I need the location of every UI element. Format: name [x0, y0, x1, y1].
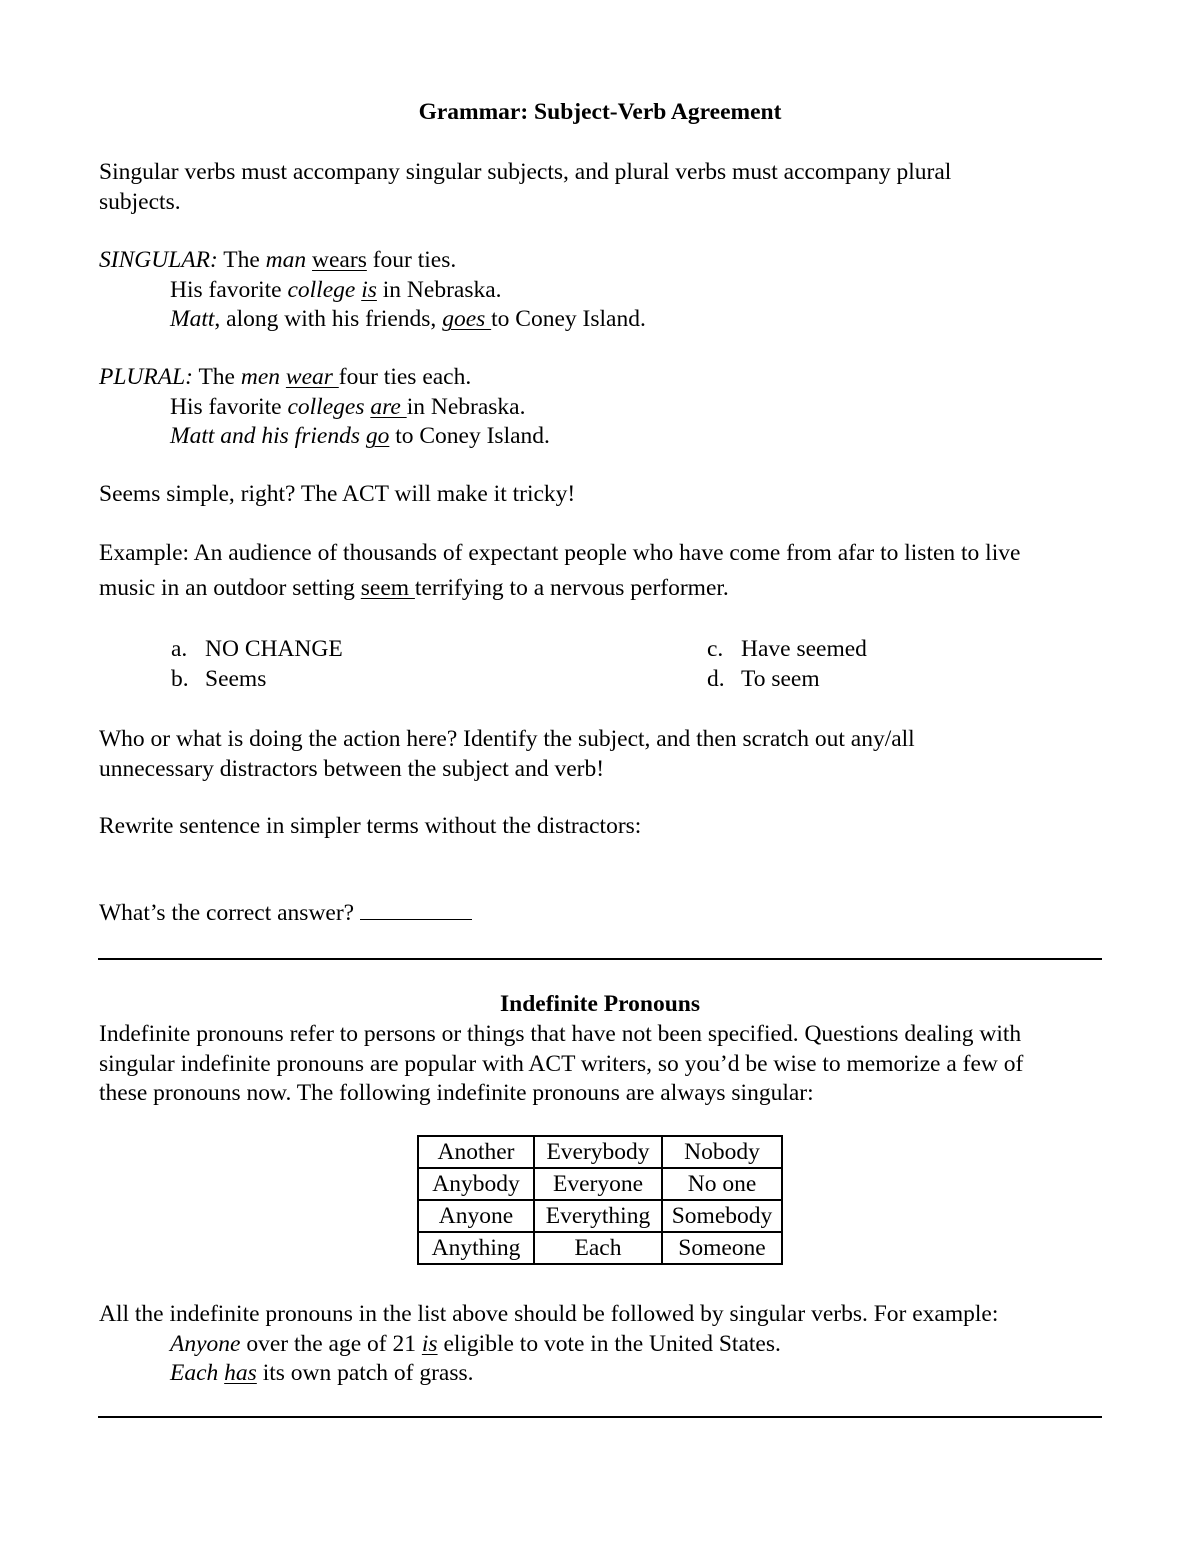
intro-line: Singular verbs must accompany singular subjects, and plural verbs must accompany plural: [99, 159, 952, 185]
verb-word: seem: [360, 574, 415, 601]
followup-paragraph: [99, 1300, 1103, 1389]
answer-letter: b.: [171, 666, 189, 692]
table-row: [418, 1200, 782, 1232]
subject-word: men: [240, 364, 281, 390]
text-span: eligible to vote in the United States.: [437, 1330, 781, 1357]
indefinite-paragraph: [99, 1020, 1103, 1109]
text-span: His favorite: [170, 276, 288, 303]
table-cell: Anyone: [418, 1200, 534, 1232]
table-cell: Everyone: [534, 1168, 662, 1200]
answer-text: To seem: [741, 666, 820, 692]
plural-label: PLURAL:: [99, 364, 193, 390]
followup-line: All the indefinite pronouns in the list above should be followed by singular verbs. For example:: [99, 1301, 999, 1327]
example-line: Example: An audience of thousands of expectant people who have come from afar to listen to live: [99, 540, 1021, 566]
text-span: its own patch of grass.: [256, 1360, 474, 1386]
table-cell: Anybody: [418, 1168, 534, 1200]
verb-word: go: [365, 423, 390, 449]
indefinite-line: Indefinite pronouns refer to persons or things that have not been specified. Questions dealing with: [99, 1021, 1022, 1047]
table-row: [418, 1136, 782, 1168]
who-paragraph: [99, 725, 1103, 784]
text-span: to Coney Island.: [389, 423, 550, 449]
text-span: to Coney Island.: [491, 306, 646, 332]
plural-example-2: [99, 393, 1103, 423]
table-row: [418, 1168, 782, 1200]
subject-word: Matt and his friends: [170, 423, 360, 449]
rewrite-prompt: Rewrite sentence in simpler terms without the distractors:: [99, 813, 642, 839]
subject-word: Each: [170, 1360, 219, 1386]
text-span: The: [217, 247, 266, 273]
table-row: [418, 1232, 782, 1264]
text-span: in Nebraska.: [376, 276, 502, 303]
table-cell: Someone: [662, 1232, 782, 1264]
answer-text: NO CHANGE: [205, 636, 343, 662]
answer-choice-c[interactable]: [707, 635, 867, 665]
who-line: unnecessary distractors between the subject and verb!: [99, 755, 605, 782]
verb-word: has: [224, 1360, 257, 1386]
verb-word: is: [421, 1330, 438, 1357]
page-title: Grammar: Subject-Verb Agreement: [418, 99, 782, 125]
answer-text: Have seemed: [741, 636, 867, 662]
section-title: Indefinite Pronouns: [499, 991, 700, 1017]
verb-word: wears: [312, 247, 367, 273]
singular-label: SINGULAR:: [99, 247, 218, 273]
table-cell: Each: [534, 1232, 662, 1264]
verb-word: wear: [285, 364, 339, 390]
text-span: music in an outdoor setting: [99, 574, 361, 601]
table-cell: No one: [662, 1168, 782, 1200]
plural-example-3: [99, 422, 1103, 452]
subject-word: man: [265, 247, 307, 273]
text-span: , along with his friends,: [214, 306, 443, 332]
indefinite-line: singular indefinite pronouns are popular with ACT writers, so you’d be wise to memorize a few of: [99, 1050, 1024, 1077]
intro-line: subjects.: [99, 188, 181, 215]
text-span: terrifying to a nervous performer.: [414, 574, 729, 601]
subject-word: Anyone: [170, 1330, 241, 1357]
singular-example-2: [99, 276, 1103, 306]
answer-text: Seems: [205, 666, 267, 692]
answer-choice-b[interactable]: [171, 665, 266, 695]
text-span: four ties.: [366, 247, 457, 273]
section-divider: [98, 1416, 1102, 1418]
answer-choice-a[interactable]: [171, 635, 343, 665]
verb-word: goes: [442, 306, 492, 332]
followup-example-1: [99, 1330, 1103, 1360]
singular-example-3: [99, 305, 1103, 335]
correct-answer-prompt: What’s the correct answer?: [99, 900, 355, 926]
answer-blank[interactable]: [360, 899, 472, 920]
table-cell: Anything: [418, 1232, 534, 1264]
example-line: [99, 574, 1103, 604]
subject-word: colleges: [287, 393, 365, 420]
singular-examples: [99, 246, 1103, 335]
plural-examples: [99, 363, 1103, 452]
text-span: The: [193, 364, 241, 390]
verb-word: are: [370, 393, 407, 420]
table-cell: Another: [418, 1136, 534, 1168]
correct-answer-line: [99, 899, 1103, 929]
followup-example-2: [99, 1359, 1103, 1389]
table-cell: Somebody: [662, 1200, 782, 1232]
text-span: over the age of 21: [240, 1330, 422, 1357]
intro-paragraph: [99, 158, 1103, 217]
text-span: in Nebraska.: [406, 393, 526, 420]
indefinite-line: these pronouns now. The following indefinite pronouns are always singular:: [99, 1080, 814, 1106]
tricky-line: Seems simple, right? The ACT will make it tricky!: [99, 481, 576, 507]
subject-word: college: [287, 276, 356, 303]
answer-choice-d[interactable]: [707, 665, 820, 695]
pronoun-table: [417, 1135, 783, 1265]
text-span: His favorite: [170, 393, 288, 420]
plural-example-1: [99, 363, 1103, 393]
table-cell: Nobody: [662, 1136, 782, 1168]
verb-word: is: [361, 276, 377, 303]
table-cell: Everybody: [534, 1136, 662, 1168]
answer-letter: d.: [707, 666, 725, 692]
example-paragraph: [99, 539, 1103, 603]
who-line: Who or what is doing the action here? Identify the subject, and then scratch out any/all: [99, 726, 915, 752]
answer-letter: a.: [171, 636, 188, 662]
singular-example-1: [99, 246, 1103, 276]
subject-word: Matt: [170, 306, 215, 332]
table-cell: Everything: [534, 1200, 662, 1232]
section-divider: [98, 958, 1102, 960]
text-span: four ties each.: [338, 364, 472, 390]
answer-letter: c.: [707, 636, 724, 662]
